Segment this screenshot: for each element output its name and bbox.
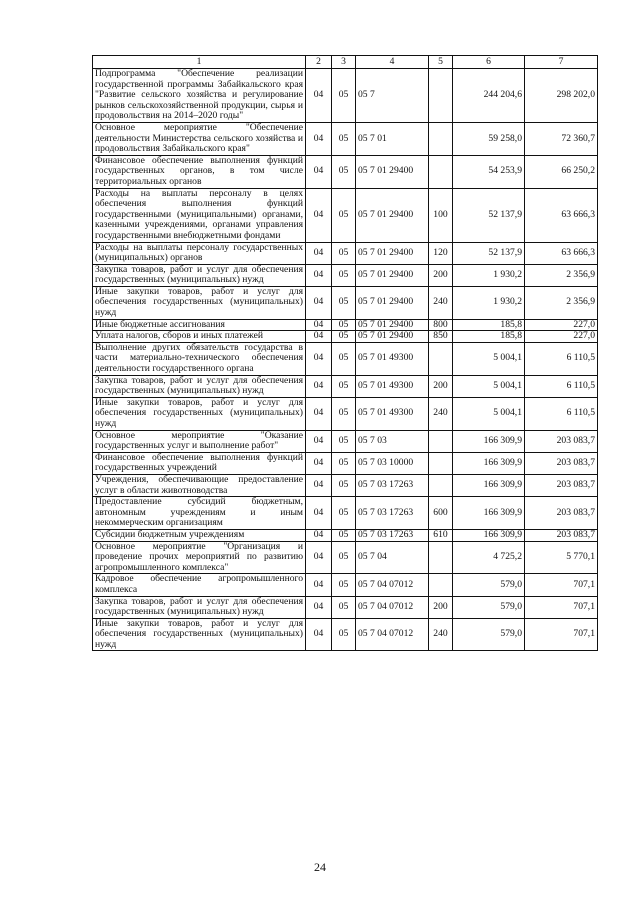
subsection-code: 05 (332, 529, 356, 541)
table-row (93, 155, 598, 188)
amount-year-1: 5 004,1 (453, 375, 525, 397)
amount-year-1: 166 309,9 (453, 430, 525, 452)
expense-type-code (429, 122, 453, 155)
amount-year-2: 203 083,7 (525, 430, 598, 452)
subsection-code: 05 (332, 69, 356, 123)
amount-year-2: 707,1 (525, 618, 598, 651)
row-description: Уплата налогов, сборов и иных платежей (93, 331, 306, 343)
row-description: Закупка товаров, работ и услуг для обеспечения государственных (муниципальных) нужд (93, 375, 306, 397)
subsection-code: 05 (332, 596, 356, 618)
column-header: 6 (453, 56, 525, 69)
table-row (93, 541, 598, 574)
table-row (93, 122, 598, 155)
target-article-code: 05 7 01 29400 (356, 286, 429, 319)
table-row (93, 529, 598, 541)
row-description: Закупка товаров, работ и услуг для обеспечения государственных (муниципальных) нужд (93, 596, 306, 618)
table-row (93, 342, 598, 375)
subsection-code: 05 (332, 430, 356, 452)
page-number: 24 (314, 860, 326, 874)
amount-year-1: 52 137,9 (453, 188, 525, 242)
target-article-code: 05 7 01 29400 (356, 331, 429, 343)
section-code: 04 (306, 497, 332, 530)
amount-year-1: 54 253,9 (453, 155, 525, 188)
column-header: 3 (332, 56, 356, 69)
target-article-code: 05 7 01 49300 (356, 397, 429, 430)
target-article-code: 05 7 04 07012 (356, 596, 429, 618)
column-header: 2 (306, 56, 332, 69)
target-article-code: 05 7 03 17263 (356, 529, 429, 541)
target-article-code: 05 7 03 17263 (356, 497, 429, 530)
section-code: 04 (306, 319, 332, 331)
expense-type-code: 100 (429, 188, 453, 242)
subsection-code: 05 (332, 286, 356, 319)
section-code: 04 (306, 188, 332, 242)
row-description: Расходы на выплаты персоналу в целях обеспечения выполнения функций государственными (муниципальными) органами, казенными учреждениями, органами управления государственными внебюджетными фондами (93, 188, 306, 242)
amount-year-2: 203 083,7 (525, 474, 598, 496)
table-row (93, 264, 598, 286)
table-row (93, 474, 598, 496)
section-code: 04 (306, 331, 332, 343)
target-article-code: 05 7 04 (356, 541, 429, 574)
table-row (93, 188, 598, 242)
subsection-code: 05 (332, 155, 356, 188)
subsection-code: 05 (332, 342, 356, 375)
amount-year-2: 707,1 (525, 574, 598, 596)
section-code: 04 (306, 69, 332, 123)
row-description: Подпрограмма "Обеспечение реализации государственной программы Забайкальского края "Развитие сельского хозяйства и регулирование рынков сельскохозяйственной продукции, сырья и продовольствия на 2014–2020 годы" (93, 69, 306, 123)
row-description: Финансовое обеспечение выполнения функций государственных учреждений (93, 452, 306, 474)
amount-year-1: 166 309,9 (453, 474, 525, 496)
expense-type-code (429, 430, 453, 452)
section-code: 04 (306, 430, 332, 452)
subsection-code: 05 (332, 375, 356, 397)
table-row (93, 69, 598, 123)
subsection-code: 05 (332, 397, 356, 430)
amount-year-2: 203 083,7 (525, 497, 598, 530)
expense-type-code: 200 (429, 596, 453, 618)
row-description: Основное мероприятие "Оказание государственных услуг и выполнение работ" (93, 430, 306, 452)
amount-year-1: 1 930,2 (453, 286, 525, 319)
row-description: Выполнение других обязательств государства в части материально-технического обеспечения деятельности государственного органа (93, 342, 306, 375)
amount-year-1: 5 004,1 (453, 342, 525, 375)
row-description: Учреждения, обеспечивающие предоставление услуг в области животноводства (93, 474, 306, 496)
target-article-code: 05 7 03 17263 (356, 474, 429, 496)
amount-year-2: 63 666,3 (525, 188, 598, 242)
expense-type-code: 850 (429, 331, 453, 343)
subsection-code: 05 (332, 497, 356, 530)
subsection-code: 05 (332, 618, 356, 651)
table-row (93, 375, 598, 397)
subsection-code: 05 (332, 452, 356, 474)
amount-year-2: 227,0 (525, 319, 598, 331)
section-code: 04 (306, 242, 332, 264)
amount-year-2: 5 770,1 (525, 541, 598, 574)
amount-year-2: 203 083,7 (525, 452, 598, 474)
table-row (93, 286, 598, 319)
expense-type-code: 610 (429, 529, 453, 541)
expense-type-code: 240 (429, 397, 453, 430)
expense-type-code: 200 (429, 375, 453, 397)
target-article-code: 05 7 03 (356, 430, 429, 452)
expense-type-code (429, 574, 453, 596)
target-article-code: 05 7 01 49300 (356, 375, 429, 397)
section-code: 04 (306, 397, 332, 430)
amount-year-1: 579,0 (453, 574, 525, 596)
section-code: 04 (306, 474, 332, 496)
amount-year-1: 59 258,0 (453, 122, 525, 155)
table-row (93, 596, 598, 618)
expense-type-code: 600 (429, 497, 453, 530)
amount-year-2: 203 083,7 (525, 529, 598, 541)
row-description: Иные закупки товаров, работ и услуг для обеспечения государственных (муниципальных) нужд (93, 397, 306, 430)
table-body (93, 69, 598, 651)
expense-type-code (429, 69, 453, 123)
subsection-code: 05 (332, 331, 356, 343)
target-article-code: 05 7 01 (356, 122, 429, 155)
amount-year-1: 244 204,6 (453, 69, 525, 123)
budget-table (92, 55, 598, 651)
row-description: Иные закупки товаров, работ и услуг для обеспечения государственных (муниципальных) нужд (93, 286, 306, 319)
table-header-row (93, 56, 598, 69)
expense-type-code: 200 (429, 264, 453, 286)
row-description: Кадровое обеспечение агропромышленного комплекса (93, 574, 306, 596)
section-code: 04 (306, 596, 332, 618)
amount-year-2: 66 250,2 (525, 155, 598, 188)
target-article-code: 05 7 04 07012 (356, 574, 429, 596)
table-row (93, 319, 598, 331)
section-code: 04 (306, 375, 332, 397)
expense-type-code: 240 (429, 618, 453, 651)
subsection-code: 05 (332, 319, 356, 331)
target-article-code: 05 7 04 07012 (356, 618, 429, 651)
amount-year-1: 166 309,9 (453, 452, 525, 474)
section-code: 04 (306, 122, 332, 155)
expense-type-code (429, 342, 453, 375)
expense-type-code (429, 452, 453, 474)
section-code: 04 (306, 286, 332, 319)
amount-year-2: 6 110,5 (525, 342, 598, 375)
amount-year-1: 185,8 (453, 319, 525, 331)
amount-year-1: 1 930,2 (453, 264, 525, 286)
target-article-code: 05 7 03 10000 (356, 452, 429, 474)
amount-year-2: 227,0 (525, 331, 598, 343)
section-code: 04 (306, 529, 332, 541)
target-article-code: 05 7 (356, 69, 429, 123)
section-code: 04 (306, 452, 332, 474)
subsection-code: 05 (332, 122, 356, 155)
row-description: Иные бюджетные ассигнования (93, 319, 306, 331)
amount-year-1: 166 309,9 (453, 529, 525, 541)
row-description: Расходы на выплаты персоналу государственных (муниципальных) органов (93, 242, 306, 264)
subsection-code: 05 (332, 541, 356, 574)
amount-year-2: 6 110,5 (525, 397, 598, 430)
column-header: 7 (525, 56, 598, 69)
amount-year-2: 2 356,9 (525, 286, 598, 319)
amount-year-2: 2 356,9 (525, 264, 598, 286)
table-row (93, 618, 598, 651)
section-code: 04 (306, 155, 332, 188)
column-header: 5 (429, 56, 453, 69)
table-row (93, 452, 598, 474)
target-article-code: 05 7 01 29400 (356, 319, 429, 331)
row-description: Основное мероприятие "Организация и проведение прочих мероприятий по развитию агропромышленного комплекса" (93, 541, 306, 574)
amount-year-1: 52 137,9 (453, 242, 525, 264)
target-article-code: 05 7 01 29400 (356, 264, 429, 286)
amount-year-2: 63 666,3 (525, 242, 598, 264)
subsection-code: 05 (332, 474, 356, 496)
amount-year-1: 579,0 (453, 618, 525, 651)
expense-type-code (429, 474, 453, 496)
section-code: 04 (306, 342, 332, 375)
amount-year-1: 5 004,1 (453, 397, 525, 430)
row-description: Финансовое обеспечение выполнения функций государственных органов, в том числе территориальных органов (93, 155, 306, 188)
expense-type-code: 800 (429, 319, 453, 331)
target-article-code: 05 7 01 29400 (356, 188, 429, 242)
row-description: Закупка товаров, работ и услуг для обеспечения государственных (муниципальных) нужд (93, 264, 306, 286)
subsection-code: 05 (332, 574, 356, 596)
row-description: Основное мероприятие "Обеспечение деятельности Министерства сельского хозяйства и продовольствия Забайкальского края" (93, 122, 306, 155)
amount-year-1: 166 309,9 (453, 497, 525, 530)
table-row (93, 497, 598, 530)
expense-type-code (429, 155, 453, 188)
amount-year-1: 4 725,2 (453, 541, 525, 574)
amount-year-2: 72 360,7 (525, 122, 598, 155)
subsection-code: 05 (332, 264, 356, 286)
amount-year-2: 6 110,5 (525, 375, 598, 397)
expense-type-code (429, 541, 453, 574)
amount-year-1: 579,0 (453, 596, 525, 618)
table-row (93, 397, 598, 430)
column-header: 1 (93, 56, 306, 69)
target-article-code: 05 7 01 29400 (356, 242, 429, 264)
amount-year-2: 707,1 (525, 596, 598, 618)
section-code: 04 (306, 264, 332, 286)
amount-year-2: 298 202,0 (525, 69, 598, 123)
expense-type-code: 120 (429, 242, 453, 264)
row-description: Субсидии бюджетным учреждениям (93, 529, 306, 541)
section-code: 04 (306, 541, 332, 574)
table-row (93, 242, 598, 264)
row-description: Предоставление субсидий бюджетным, автономным учреждениям и иным некоммерческим организациям (93, 497, 306, 530)
section-code: 04 (306, 618, 332, 651)
subsection-code: 05 (332, 242, 356, 264)
table-row (93, 574, 598, 596)
table-row (93, 331, 598, 343)
target-article-code: 05 7 01 49300 (356, 342, 429, 375)
column-header: 4 (356, 56, 429, 69)
subsection-code: 05 (332, 188, 356, 242)
target-article-code: 05 7 01 29400 (356, 155, 429, 188)
table-row (93, 430, 598, 452)
section-code: 04 (306, 574, 332, 596)
row-description: Иные закупки товаров, работ и услуг для обеспечения государственных (муниципальных) нужд (93, 618, 306, 651)
amount-year-1: 185,8 (453, 331, 525, 343)
expense-type-code: 240 (429, 286, 453, 319)
